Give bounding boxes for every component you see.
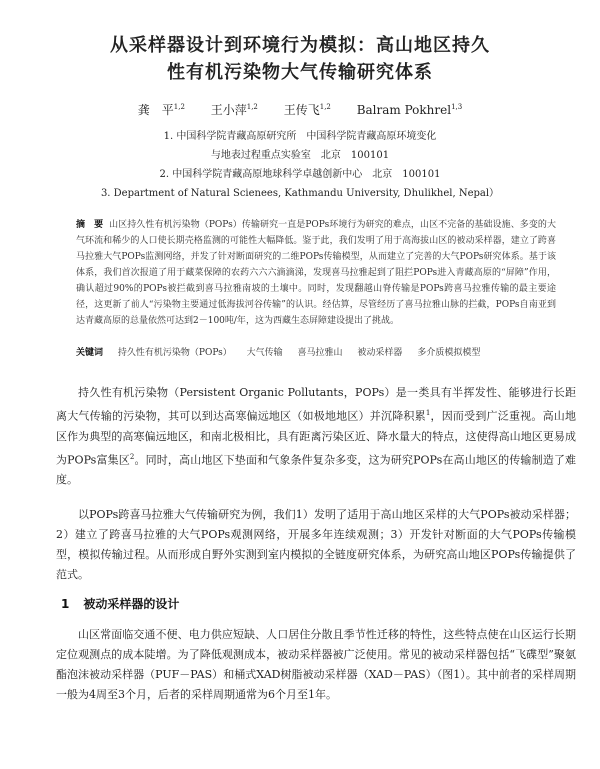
author: 龚 平$^{1,2}$ <box>137 103 185 117</box>
keyword: 大气传输 <box>246 348 283 358</box>
keyword: 持久性有机污染物（POPs） <box>117 348 232 358</box>
body-paragraph-1: 持久性有机污染物（Persistent Organic Pollutants，POPs）是一类具有半挥发性、能够进行长距离大气传输的污染物，其可以到达高寒偏远地区（如极地地区）并沉降积累$^1$，因而受到广泛重视。高山地区作为典型的高寒偏远地区，和南北极相比，具有距离污染区近、降水量大的特点，这使得高山地区更易成为POPs富集区$^2$。同时，高山地区下垫面和气象条件复杂多变，这为研究POPs在高山地区的传输制造了难度。 <box>56 386 577 487</box>
abstract-text: 山区持久性有机污染物（POPs）传输研究一直是POPs环境行为研究的难点，山区不完备的基础设施、多变的大气环流和稀少的人口使长期壳格监测的可能性大幅降低。鉴于此，我们发明了用于高海拔山区的被动采样器，建立了跨喜马拉雅大气POPs监测网络，并发了针对断面研究的二维POPs传输模型，从而建立了完善的大气POPs研究体系。基于该体系，我们首次报道了用于藏菜保障的农药六六六滴滴涕，发现喜马拉雅起到了阻拦POPs进入青藏高原的“屏障”作用，确认超过90%的POPs被拦截到喜马拉雅南坡的土壤中。同时，发现翻越山脊传输是POPs跨喜马拉雅传输的最主要途径，这更新了前人“污染物主要通过低海拔河谷传输”的认识。经估算，尽管经历了喜马拉雅山脉的拦截，POPs自南亚到达青藏高原的总量依然可达到2－100吨/年，这为西藏生态屏障建设提出了挑战。 <box>76 220 556 326</box>
citation: 2 <box>129 452 135 461</box>
author-list <box>0 101 600 118</box>
keyword: 被动采样器 <box>357 348 403 358</box>
paper-title-line-1: 从采样器设计到环境行为模拟：高山地区持久 <box>110 35 490 56</box>
affiliation-1: 1. 中国科学院青藏高原研究所 中国科学院青藏高原环境变化 <box>163 131 437 142</box>
body-paragraph-3: 山区常面临交通不便、电力供应短缺、人口居住分散且季节性迁移的特性，这些特点使在山区运行长期定位观测点的成本陡增。为了降低观测成本，被动采样器被广泛使用。常见的被动采样器包括“飞碟型”聚氨酯泡沫被动采样器（PUF－PAS）和桶式XAD树脂被动采样器（XAD－PAS）（图1）。其中前者的采样周期一般为4周至3个月，后者的采样周期通常为6个月至1年。 <box>56 628 576 701</box>
paper-title-line-2: 性有机污染物大气传输研究体系 <box>167 62 433 83</box>
citation: 1 <box>425 409 431 417</box>
affiliation-2: 2. 中国科学院青藏高原地球科学卓越创新中心 北京 100101 <box>159 169 441 180</box>
keyword: 喜马拉雅山 <box>297 348 343 358</box>
keywords-label: 关键词 <box>76 348 104 358</box>
section-number: 1 <box>61 597 70 611</box>
section-title: 被动采样器的设计 <box>83 597 180 611</box>
author: Balram Pokhrel$^{1,3}$ <box>356 103 463 117</box>
abstract <box>76 217 556 329</box>
affiliation-3: 3. Department of Natural Scienees, Kathmandu University, Dhulikhel, Nepal） <box>100 188 500 199</box>
author: 王小萍$^{1,2}$ <box>210 103 258 117</box>
affiliation-1-cont: 与地表过程重点实验室 北京 100101 <box>210 150 390 161</box>
keyword: 多介质模拟模型 <box>417 348 481 358</box>
keywords <box>76 345 556 358</box>
author: 王传飞$^{1,2}$ <box>283 103 331 117</box>
abstract-label: 摘 要 <box>76 220 104 230</box>
body-paragraph-2: 以POPs跨喜马拉雅大气传输研究为例，我们1）发明了适用于高山地区采样的大气POPs被动采样器；2）建立了跨喜马拉雅的大气POPs观测网络，开展多年连续观测；3）开发针对断面的大气POPs传输模型，模拟传输过程。从而形成自野外实测到室内模拟的全链度研究体系，为研究高山地区POPs传输提供了范式。 <box>56 508 576 581</box>
section-heading <box>61 595 179 612</box>
